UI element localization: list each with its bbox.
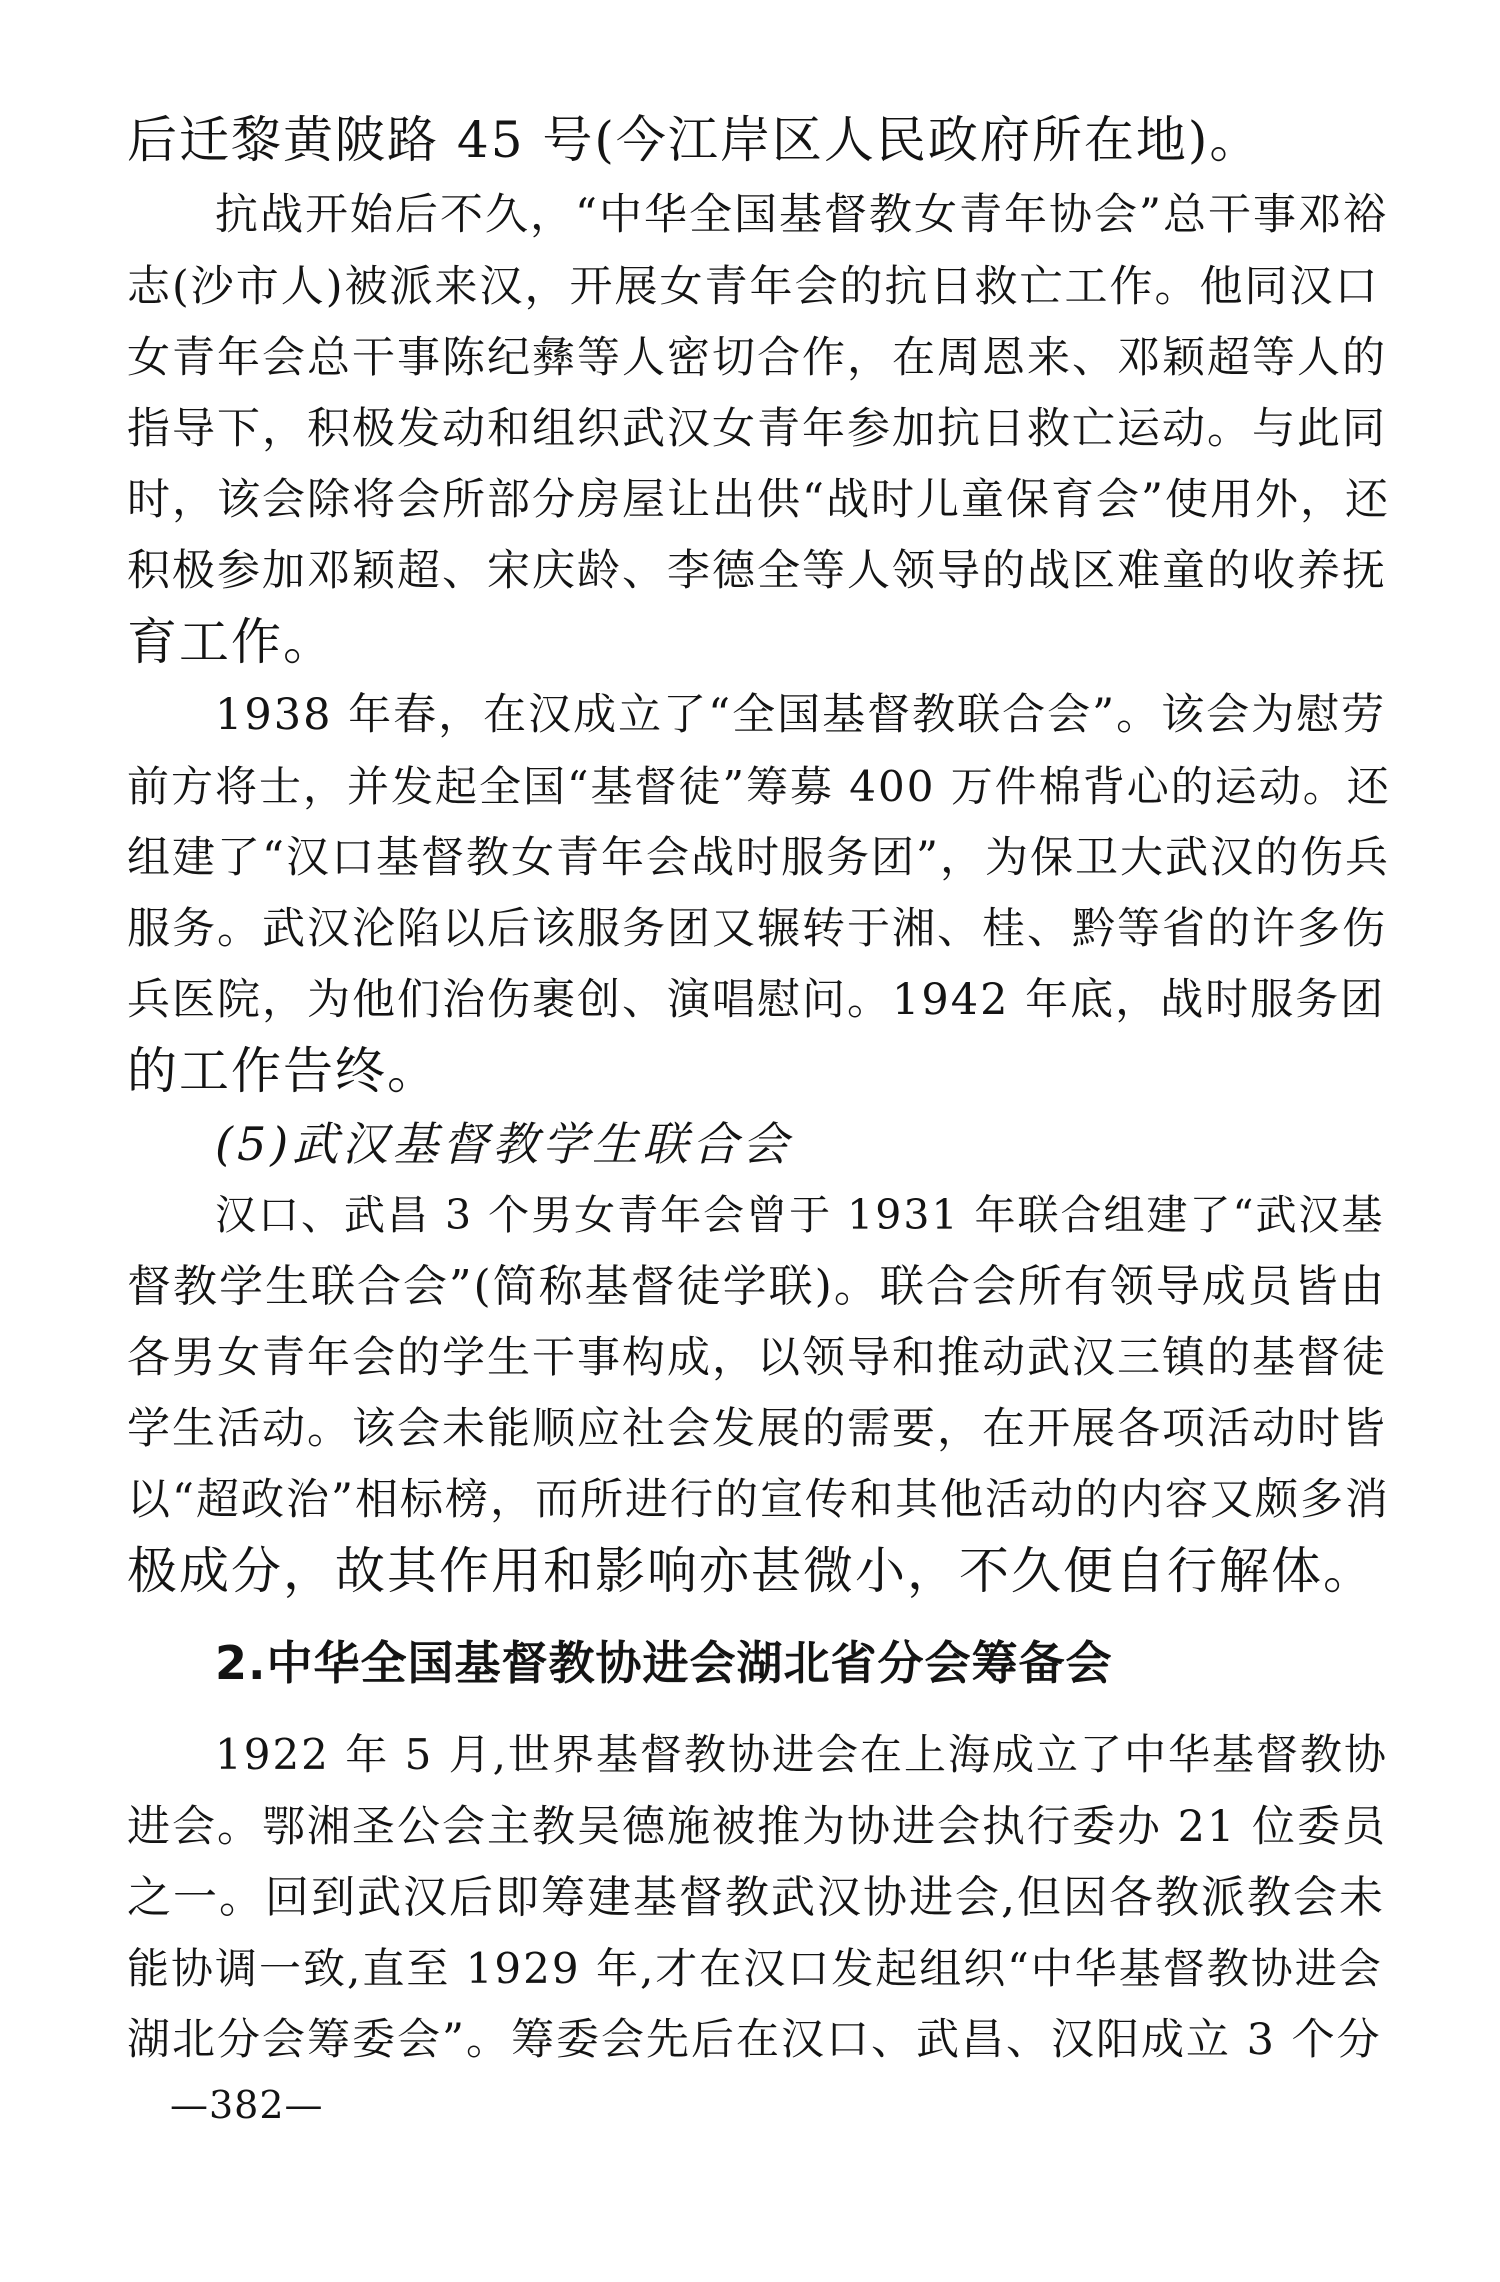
text-line: 女青年会总干事陈纪彝等人密切合作，在周恩来、邓颖超等人的 xyxy=(127,333,1387,383)
text-line: 的工作告终。 xyxy=(127,1042,439,1100)
subsection-title: (5)武汉基督教学生联合会 xyxy=(215,1117,793,1171)
text-line: 湖北分会筹委会”。筹委会先后在汉口、武昌、汉阳成立 3 个分 xyxy=(127,2015,1382,2065)
text-line: 各男女青年会的学生干事构成，以领导和推动武汉三镇的基督徒 xyxy=(127,1333,1387,1383)
section-heading: 2.中华全国基督教协进会湖北省分会筹备会 xyxy=(215,1636,1113,1690)
text-line: 之一。回到武汉后即筹建基督教武汉协进会,但因各教派教会未 xyxy=(127,1872,1385,1923)
text-line: 能协调一致,直至 1929 年,才在汉口发起组织“中华基督教协进会 xyxy=(127,1944,1383,1993)
text-line: 指导下，积极发动和组织武汉女青年参加抗日救亡运动。与此同 xyxy=(127,404,1387,454)
text-line: 汉口、武昌 3 个男女青年会曾于 1931 年联合组建了“武汉基 xyxy=(215,1191,1385,1239)
text-line: 进会。鄂湘圣公会主教吴德施被推为协进会执行委办 21 位委员 xyxy=(127,1802,1388,1852)
text-line: 抗战开始后不久，“中华全国基督教女青年协会”总干事邓裕 xyxy=(215,190,1388,240)
text-line: 兵医院，为他们治伤裹创、演唱慰问。1942 年底，战时服务团 xyxy=(127,975,1386,1025)
text-line: 育工作。 xyxy=(127,613,335,671)
text-line: 以“超政治”相标榜，而所进行的宣传和其他活动的内容又颇多消 xyxy=(127,1475,1390,1525)
text-line: 后迁黎黄陂路 45 号(今江岸区人民政府所在地)。 xyxy=(127,111,1262,169)
page-number: —382— xyxy=(170,2083,324,2127)
text-line: 服务。武汉沦陷以后该服务团又辗转于湘、桂、黔等省的许多伤 xyxy=(127,904,1387,954)
text-line: 督教学生联合会”(简称基督徒学联)。联合会所有领导成员皆由 xyxy=(127,1261,1386,1312)
text-line: 时，该会除将会所部分房屋让出供“战时儿童保育会”使用外，还 xyxy=(127,475,1390,525)
text-line: 前方将士，并发起全国“基督徒”筹募 400 万件棉背心的运动。还 xyxy=(127,762,1391,811)
text-line: 组建了“汉口基督教女青年会战时服务团”，为保卫大武汉的伤兵 xyxy=(127,833,1390,883)
text-line: 极成分，故其作用和影响亦甚微小，不久便自行解体。 xyxy=(127,1542,1375,1600)
text-line: 1938 年春，在汉成立了“全国基督教联合会”。该会为慰劳 xyxy=(215,690,1387,740)
text-line: 1922 年 5 月,世界基督教协进会在上海成立了中华基督教协 xyxy=(215,1730,1389,1779)
text-line: 志(沙市人)被派来汉，开展女青年会的抗日救亡工作。他同汉口 xyxy=(127,262,1380,312)
text-line: 学生活动。该会未能顺应社会发展的需要，在开展各项活动时皆 xyxy=(127,1404,1387,1454)
text-line: 积极参加邓颖超、宋庆龄、李德全等人领导的战区难童的收养抚 xyxy=(127,546,1387,596)
